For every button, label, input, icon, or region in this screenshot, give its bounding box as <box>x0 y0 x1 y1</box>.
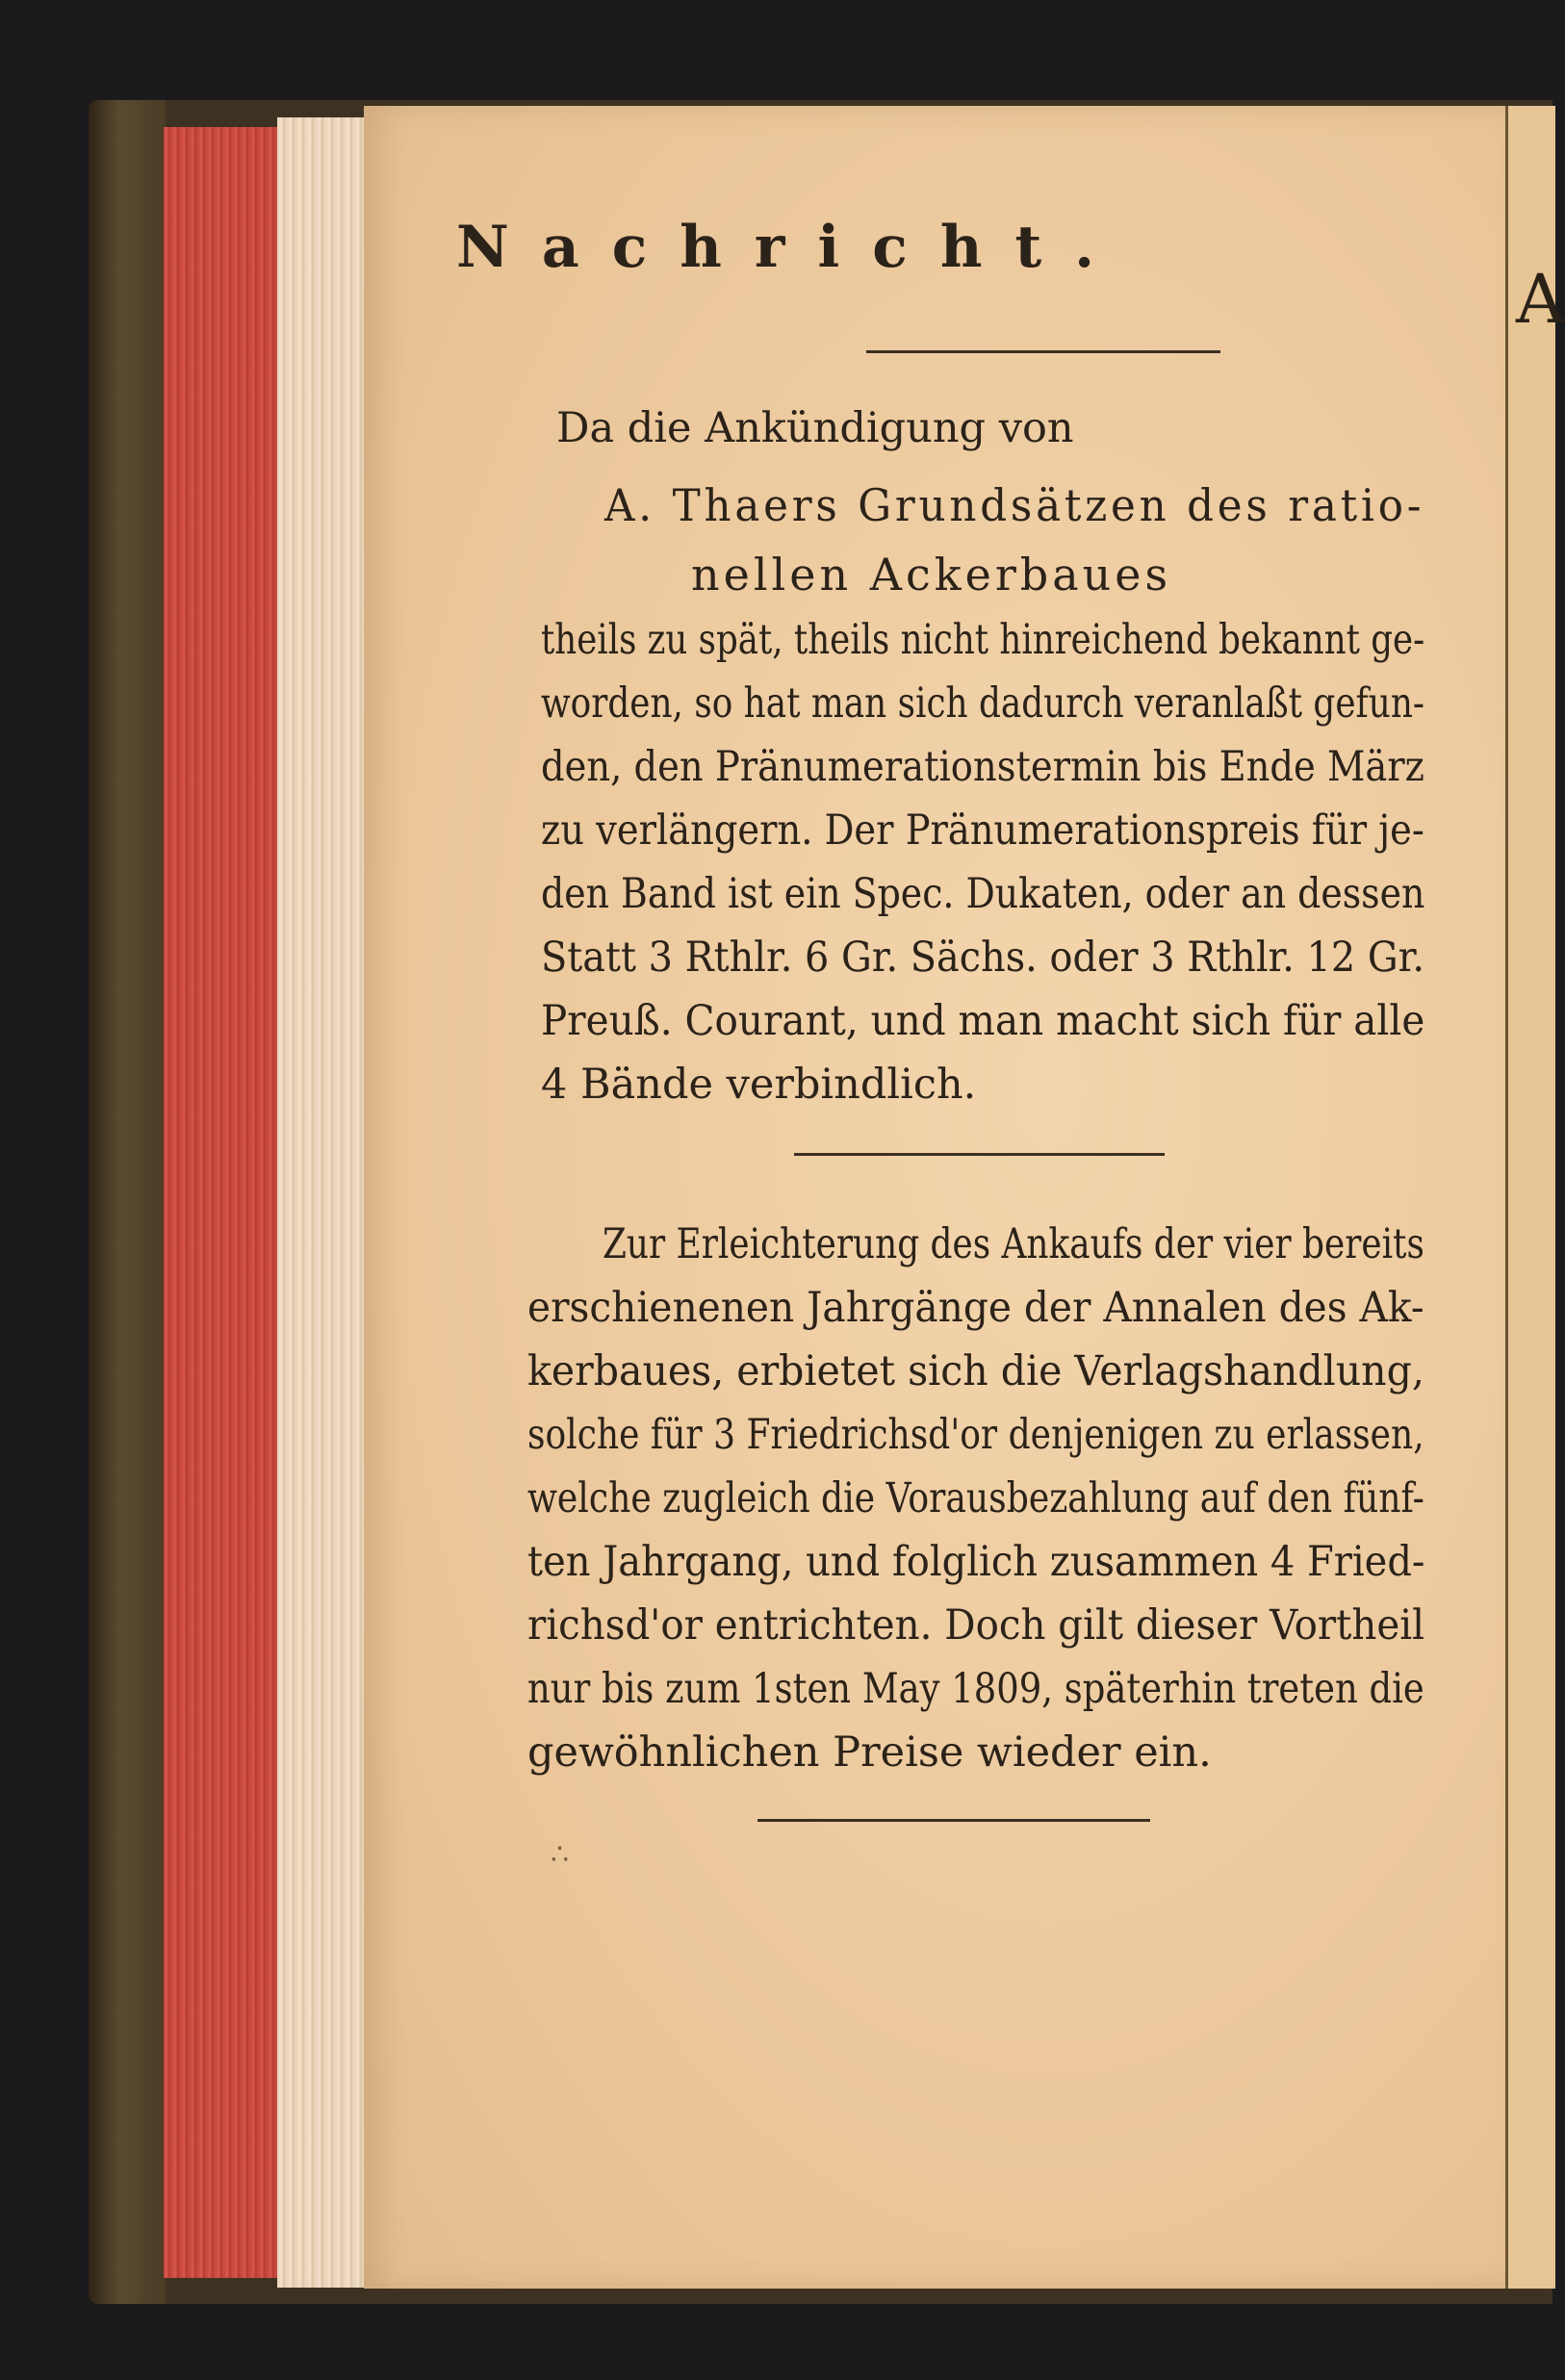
section-divider <box>794 1153 1165 1156</box>
intro-line: Da die Ankündigung von <box>556 404 1074 452</box>
paragraph-line: erschienenen Jahrgänge der Annalen des Ak- <box>527 1284 1424 1332</box>
paragraph-line: solche für 3 Friedrichsd'or denjenigen zu erlassen, <box>527 1411 1424 1459</box>
page-title: Nachricht. <box>456 214 1128 281</box>
red-page-edges <box>164 127 277 2278</box>
paragraph-line: Statt 3 Rthlr. 6 Gr. Sächs. oder 3 Rthlr. 12 Gr. <box>541 934 1424 982</box>
title-divider <box>866 350 1220 353</box>
paragraph-line: kerbaues, erbietet sich die Verlagshandlung, <box>527 1347 1424 1395</box>
paragraph-line: gewöhnlichen Preise wieder ein. <box>527 1728 1212 1777</box>
paragraph-line: Zur Erleichterung des Ankaufs der vier bereits <box>603 1220 1424 1268</box>
paragraph-line: nur bis zum 1sten May 1809, späterhin treten die <box>527 1665 1424 1713</box>
paragraph-line: welche zugleich die Vorausbezahlung auf den fünf- <box>527 1474 1424 1523</box>
paragraph-line: Preuß. Courant, und man macht sich für alle <box>541 997 1425 1045</box>
paragraph-line: theils zu spät, theils nicht hinreichend bekannt ge- <box>541 616 1425 664</box>
paragraph-line: richsd'or entrichten. Doch gilt dieser Vortheil <box>527 1601 1425 1650</box>
book-title-line-2: nellen Ackerbaues <box>691 549 1172 601</box>
book-title-line-1: A. Thaers Grundsätzen des ratio- <box>604 479 1425 531</box>
paragraph-line: 4 Bände verbindlich. <box>541 1061 977 1109</box>
next-page-edge <box>1505 106 1565 2289</box>
paragraph-line: ten Jahrgang, und folglich zusammen 4 Fried- <box>527 1538 1425 1586</box>
ink-mark-icon: ∴ <box>551 1838 570 1872</box>
page-stack <box>277 117 364 2288</box>
next-page-letter: A <box>1516 260 1565 339</box>
paragraph-line: worden, so hat man sich dadurch veranlaßt gefun- <box>541 679 1425 728</box>
paragraph-line: den Band ist ein Spec. Dukaten, oder an dessen <box>541 870 1425 918</box>
end-divider <box>757 1819 1150 1822</box>
book-cover-edge <box>89 100 166 2304</box>
paragraph-line: zu verlängern. Der Pränumerationspreis für je- <box>541 806 1424 855</box>
paragraph-line: den, den Pränumerationstermin bis Ende März <box>541 743 1424 791</box>
